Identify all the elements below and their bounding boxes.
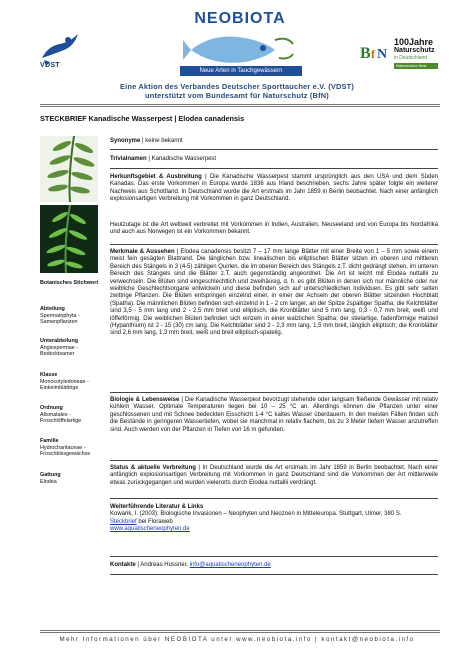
elodea-photo-underwater: [40, 205, 98, 273]
section-merkmale: Merkmale & Aussehen | Elodea canadensis besitzt 7 – 17 mm lange Blätter mit einer Breite von 1 – 5 mm sowie einem meist fein gesägten Blattrand. Die länglichen bzw. linealischen bis elliptischen Blätter sitzen im oberen und mittleren Bereich des Stängels in 3 (4-5) zähligen Quirlen, die im oberen Bereich des Stängels z.T. dicht gedrängt stehen, im unteren Bereich des Stängels sind die Blätter z.T. auch gegenständig angeordnet. Die Art ist leicht mit Elodea nuttallii zu verwechseln. Die Blüten sind eingeschlechtlich und zweihäusig, d. h. es gibt Blüten in denen sich nur männliche oder nur weibliche Geschlechtsorgane entwickeln und diese befinden sich auf unterschiedlichen Individuen. Es gibt sehr selten zwittrige Pflanzen. Die Blüten entspringen einzelnd einer, in einer der Achseln der oberen Blätter sitzenden Hochblatt (Spatha). Die männlichen Blüten befinden sich einzelnd in 1 - 2 cm langer, an der Spitze 2spaltiger Spatha; die Kelchblätter sind 3,5 - 5 mm lang und 2 - 2,5 mm breit und elliptisch, die Kronblätter sind 5 mm lang, 0,3 - 0,7 mm breit, weiß und löffelförmig. Die weiblichen Blüten befinden sich einzeln in einer walzlichen Spatha; der stielartige, fadenförmige Halsteil (Hypanthium) ist 2 - 15 (30) cm lang. Die Kelchblätter sind 2 - 2,3 mm lang, 1,5 mm breit, länglich elliptisch; die Kronblätter sind 2,6 mm lang, 1,3 mm breit, weiß und breit elliptisch-spatelig.: [110, 249, 438, 337]
page-title: STECKBRIEF Kanadische Wasserpest | Elodea canadensis: [40, 114, 245, 123]
section-divider: [110, 149, 438, 150]
synonyme-text: keine bekannt: [145, 138, 183, 144]
sidebar-value: Angiospermae - Bedecktsamer: [40, 344, 79, 358]
svg-text:N: N: [377, 47, 388, 62]
jahre-title: 100Jahre: [394, 37, 434, 47]
underwater-plant-icon: [40, 205, 98, 273]
page-footer: Mehr Informationen über NEOBIOTA unter www.neobiota.info | kontakt@neobiota.info: [59, 636, 415, 643]
literatur-reference: Kowarik, I. (2003): Biologische Invasionen – Neophyten und Neozoen in Mitteleuropa. Stuttgart, Ulmer, 380 S.: [110, 511, 402, 518]
sidebar-value: Monocotyledoneae - Einkeimblättrige: [40, 378, 89, 392]
jahre-bar: Naturschutz Netz: [394, 63, 438, 69]
aquatische-neophyten-link[interactable]: www.aquatischeneophyten.de: [110, 526, 190, 533]
bfn-logo-icon: [358, 38, 388, 66]
section-biologie: Biologie & Lebensweise | Die Kanadische Wasserpest bevorzugt stehende oder langsam fließende Gewässer mit relativ kühlem Wasser. Optimale Temperaturen liegen bei 10 – 25 °C an. Allerdings können die Pflanzen unter einer geschlossenen und mit Schnee bedeckten Eisschicht 1-4 °C kaltes Wasser überdauern. In den meisten Fällen finden sich die Bestände in geringeren Wassertiefen, wobei sie manchmal in relativ flachem, bis zu 3 Meter tiefem Wasser anzutreffen sind. Auch werden von der Pflanzen in Tiefen von 16 m gefunden.: [110, 397, 438, 433]
sidebar-value: Alismatales - Froschlöffelartige: [40, 411, 82, 425]
section-trivialnamen: Trivialnamen | Kanadische Wasserpest: [110, 156, 217, 162]
section-divider: [110, 574, 438, 575]
sidebar-item-abteilung: [40, 306, 106, 326]
merkmale-label: Merkmale & Aussehen: [110, 249, 175, 255]
kontakte-text: Andreas Hussner,: [140, 562, 190, 568]
section-divider: [110, 244, 438, 245]
tagline: [0, 82, 474, 100]
sidebar-item-unterabteilung: [40, 338, 106, 358]
elodea-photo-top: [40, 136, 98, 202]
sidebar-item-familie: [40, 438, 106, 458]
footer-divider: [40, 630, 440, 633]
biologie-label: Biologie & Lebensweise: [110, 397, 180, 403]
sidebar-value: Spermatophyta - Samenpflanzen: [40, 312, 80, 326]
section-divider: [110, 556, 438, 557]
plant-illustration-icon: [40, 136, 98, 202]
sidebar-label: Familie: [40, 438, 59, 444]
jahre-small: in Deutschland: [394, 55, 428, 61]
neobiota-logo-title: NEOBIOTA: [194, 10, 286, 27]
page-header: [0, 0, 474, 80]
section-status: Status & aktuelle Verbreitung | In Deutschland wurde die Art erstmals im Jahr 1859 in Berlin beobachtet. Nach einer anfänglich explosionsartigen Verbreitung mit Vorkommen in ganz Deutschland sind die Vorkommen der Art mittlerweile etwas zurückgegangen und wurden vielerorts durch Elodea nuttallii verdrängt.: [110, 465, 438, 486]
herkunft-label: Herkunftsgebiet & Ausbreitung: [110, 174, 202, 180]
biologie-text: Die Kanadische Wasserpest bevorzugt stehende oder langsam fließende Gewässer mit relativ kühlem Wasser. Optimale Temperaturen liegen bei 10 – 25 °C an. Allerdings können die Pflanzen unter einer geschlossenen und mit Schnee bedeckten Eisschicht 1-4 °C kaltes Wasser überdauern. In den meisten Fällen finden sich die Bestände in geringeren Wassertiefen, wobei sie manchmal in relativ flachem, bis zu 3 Meter tiefem Wasser anzutreffen sind. Auch werden von der Pflanzen in Tiefen von 16 m gefunden.: [110, 397, 438, 433]
sidebar-value: Hydrocharitaceae - Froschbissgewächse: [40, 444, 91, 458]
sidebar-label: Gattung: [40, 472, 61, 478]
sidebar-label: Abteilung: [40, 306, 65, 312]
jahre-subtitle: Naturschutz: [394, 47, 435, 54]
neobiota-banner: Neue Arten in Tauchgewässern: [180, 66, 302, 76]
contact-email-link[interactable]: info@aquatischeneophyten.de: [189, 562, 271, 568]
top-divider: [40, 104, 440, 107]
status-label: Status & aktuelle Verbreitung: [110, 465, 196, 471]
svg-text:B: B: [360, 45, 371, 62]
sidebar-label: Botanisches Stichwort: [40, 280, 99, 286]
herkunft-text-2: Heutzutage ist die Art weltweit verbreitet mit Vorkommen in Indien, Australien, Neuseeland und von Europa bis Nordafrika und auch aus Norwegen ist ein Vorkommen bekannt.: [110, 222, 438, 236]
section-divider: [110, 392, 438, 393]
floraweb-suffix: bei Floraweb: [136, 518, 173, 525]
sidebar-label: Unterabteilung: [40, 338, 79, 344]
hundred-years-badge: [394, 38, 444, 69]
synonyme-label: Synonyme: [110, 138, 141, 144]
tagline-line-2: unterstützt vom Bundesamt für Naturschutz (BfN): [145, 91, 329, 100]
neobiota-fish-icon: [183, 30, 295, 66]
section-kontakte: Kontakte | Andreas Hussner, info@aquatischeneophyten.de: [110, 562, 271, 568]
vdst-wordmark: VDST: [40, 62, 60, 69]
kontakte-label: Kontakte: [110, 562, 136, 568]
trivial-label: Trivialnamen: [110, 156, 147, 162]
section-divider: [110, 460, 438, 461]
section-herkunft-2: [110, 222, 438, 237]
status-text: In Deutschland wurde die Art erstmals im Jahr 1859 in Berlin beobachtet. Nach einer anfänglich explosionsartigen Verbreitung mit Vorkommen in ganz Deutschland sind die Vorkommen der Art mittlerweile etwas zurückgegangen und wurden vielerorts durch Elodea nuttallii verdrängt.: [110, 465, 438, 486]
sidebar-item-klasse: [40, 372, 106, 392]
sidebar-label: Klasse: [40, 372, 58, 378]
section-divider: [110, 168, 438, 169]
sidebar-value: Elodea: [40, 478, 57, 485]
section-divider: [110, 498, 438, 499]
sidebar-item-ordnung: [40, 405, 106, 425]
trivial-text: Kanadische Wasserpest: [151, 156, 217, 162]
steckbrief-link[interactable]: Steckbrief: [110, 518, 137, 525]
section-herkunft: Herkunftsgebiet & Ausbreitung | Die Kanadische Wasserpest stammt ursprünglich aus den USA und dem Süden Kanadas. Das erste Vorkommen in Europa wurde 1836 aus Irland beschrieben, sechs Jahre später folgte ein weiterer Nachweis aus Schottland. In Deutschland wurde die Art erstmals im Jahr 1859 in Berlin beobachtet. Nach einer anfänglich explosionsartigen Verbreitung mit Vorkommen in ganz Deutschland.: [110, 174, 438, 203]
tagline-line-1: Eine Aktion des Verbandes Deutscher Sporttaucher e.V. (VDST): [119, 82, 355, 91]
svg-text:f: f: [371, 47, 375, 61]
section-literatur: [110, 504, 438, 534]
literatur-label: Weiterführende Literatur & Links: [110, 504, 204, 510]
sidebar-item-stichwort: [40, 280, 106, 287]
sidebar-item-gattung: [40, 472, 106, 485]
section-synonyme: Synonyme | keine bekannt: [110, 138, 183, 144]
merkmale-text: Elodea canadensis besitzt 7 – 17 mm lange Blätter mit einer Breite von 1 – 5 mm sowie einem meist fein gesägten Blattrand. Die länglichen bzw. linealischen bis elliptischen Blätter sitzen im oberen und mittleren Bereich des Stängels in 3 (4-5) zähligen Quirlen, die im oberen Bereich des Stängels z.T. dicht gedrängt stehen, im unteren Bereich des Stängels sind die Blätter z.T. auch gegenständig angeordnet. Die Art ist leicht mit Elodea nuttallii zu verwechseln. Die Blüten sind eingeschlechtlich und zweihäusig, d. h. es gibt Blüten in denen sich nur männliche oder nur weibliche Geschlechtsorgane entwickeln und diese befinden sich auf unterschiedlichen Individuen. Es gibt sehr selten zwittrige Pflanzen. Die Blüten entspringen einzelnd einer, in einer der Achseln der oberen Blätter sitzenden Hochblatt (Spatha). Die männlichen Blüten befinden sich einzelnd in 1 - 2 cm langer, an der Spitze 2spaltiger Spatha; die Kelchblätter sind 3,5 - 5 mm lang und 2 - 2,5 mm breit und elliptisch, die Kronblätter sind 5 mm lang, 0,3 - 0,7 mm breit, weiß und löffelförmig. Die weiblichen Blüten befinden sich einzeln in einer walzlichen Spatha; der stielartige, fadenförmige Halsteil (Hypanthium) ist 2 - 15 (30) cm lang. Die Kelchblätter sind 2 - 2,3 mm lang, 1,5 mm breit, länglich elliptisch; die Kronblätter sind 2,6 mm lang, 1,3 mm breit, weiß und breit elliptisch-spatelig.: [110, 249, 438, 337]
sidebar-label: Ordnung: [40, 405, 63, 411]
herkunft-text: Die Kanadische Wasserpest stammt ursprünglich aus den USA und dem Süden Kanadas. Das erste Vorkommen in Europa wurde 1836 aus Irland beschrieben, sechs Jahre später folgte ein weiterer Nachweis aus Schottland. In Deutschland wurde die Art erstmals im Jahr 1859 in Berlin beobachtet. Nach einer anfänglich explosionsartigen Verbreitung mit Vorkommen in ganz Deutschland.: [110, 174, 438, 203]
